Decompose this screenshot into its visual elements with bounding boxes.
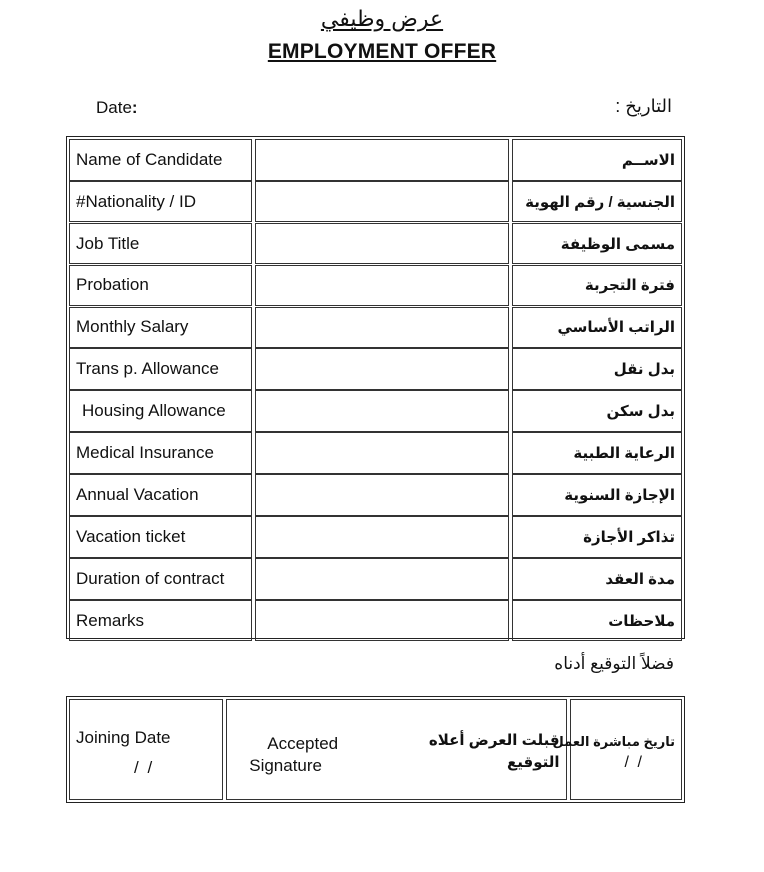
field-label-arabic: الراتب الأساسي: [512, 307, 682, 349]
field-label-arabic: فترة التجربة: [512, 265, 682, 307]
accepted-label: Accepted: [267, 734, 339, 753]
field-value[interactable]: [255, 390, 509, 432]
field-label-english: Trans p. Allowance: [69, 348, 252, 390]
table-row: [69, 307, 682, 349]
field-label-arabic: الرعاية الطبية: [512, 432, 682, 474]
field-label-arabic: ملاحظات: [512, 600, 682, 642]
table-row: [69, 474, 682, 516]
field-value[interactable]: [255, 307, 509, 349]
table-row: [69, 558, 682, 600]
field-value[interactable]: [255, 600, 509, 642]
signature-label-arabic: التوقيع: [507, 754, 560, 771]
joining-date-label: Joining Date: [76, 728, 171, 747]
field-value[interactable]: [255, 265, 509, 307]
field-label-arabic: الاســم: [512, 139, 682, 181]
offer-details-table: [66, 136, 685, 639]
field-value[interactable]: [255, 139, 509, 181]
field-value[interactable]: [255, 223, 509, 265]
date-label-english: [96, 98, 138, 118]
field-label-english: Vacation ticket: [69, 516, 252, 558]
joining-date-arabic-slashes: / /: [624, 754, 644, 771]
joining-date-label-arabic: تاريخ مباشرة العمل: [552, 734, 675, 749]
field-label-english: Duration of contract: [69, 558, 252, 600]
field-value[interactable]: [255, 474, 509, 516]
field-label-english: Name of Candidate: [69, 139, 252, 181]
joining-date-cell[interactable]: [69, 699, 223, 800]
table-row: [69, 600, 682, 642]
field-value[interactable]: [255, 348, 509, 390]
accepted-signature-cell[interactable]: [226, 699, 566, 800]
table-row: [69, 348, 682, 390]
accepted-signature-label-arabic: [429, 730, 560, 774]
field-value[interactable]: [255, 432, 509, 474]
field-label-arabic: مدة العقد: [512, 558, 682, 600]
field-label-english: Annual Vacation: [69, 474, 252, 516]
field-label-english: Monthly Salary: [69, 307, 252, 349]
field-label-arabic: تذاكر الأجازة: [512, 516, 682, 558]
title-arabic: عرض وظيفي: [320, 6, 444, 31]
field-value[interactable]: [255, 558, 509, 600]
table-row: [69, 516, 682, 558]
date-colon: :: [131, 98, 138, 117]
signature-table: [66, 696, 685, 803]
field-label-arabic: بدل سكن: [512, 390, 682, 432]
field-label-english: Remarks: [69, 600, 252, 642]
field-label-english: Job Title: [69, 223, 252, 265]
field-value[interactable]: [255, 181, 509, 223]
signature-label: Signature: [249, 756, 323, 775]
field-label-arabic: بدل نقل: [512, 348, 682, 390]
field-label-english: Probation: [69, 265, 252, 307]
field-label-arabic: الجنسية / رقم الهوية: [512, 181, 682, 223]
joining-date-arabic-cell[interactable]: [552, 699, 682, 800]
table-row: [69, 265, 682, 307]
date-label-arabic: التاريخ :: [615, 96, 672, 116]
table-row: [69, 390, 682, 432]
field-label-english: #Nationality / ID: [69, 181, 252, 223]
field-label-arabic: مسمى الوظيفة: [512, 223, 682, 265]
table-row: [69, 181, 682, 223]
sign-prompt-arabic: فضلاً التوقيع أدناه: [554, 654, 674, 673]
table-row: [69, 139, 682, 181]
field-value[interactable]: [255, 516, 509, 558]
accepted-signature-label-english: [249, 733, 338, 777]
date-label-text: Date: [96, 98, 132, 117]
title-english: EMPLOYMENT OFFER: [267, 40, 497, 63]
field-label-english: Medical Insurance: [69, 432, 252, 474]
table-row: [69, 432, 682, 474]
field-label-arabic: الإجازة السنوية: [512, 474, 682, 516]
field-label-english: Housing Allowance: [69, 390, 252, 432]
table-row: [69, 223, 682, 265]
joining-date-slashes: / /: [134, 758, 155, 777]
accepted-label-arabic: قبلت العرض أعلاه: [428, 732, 560, 749]
